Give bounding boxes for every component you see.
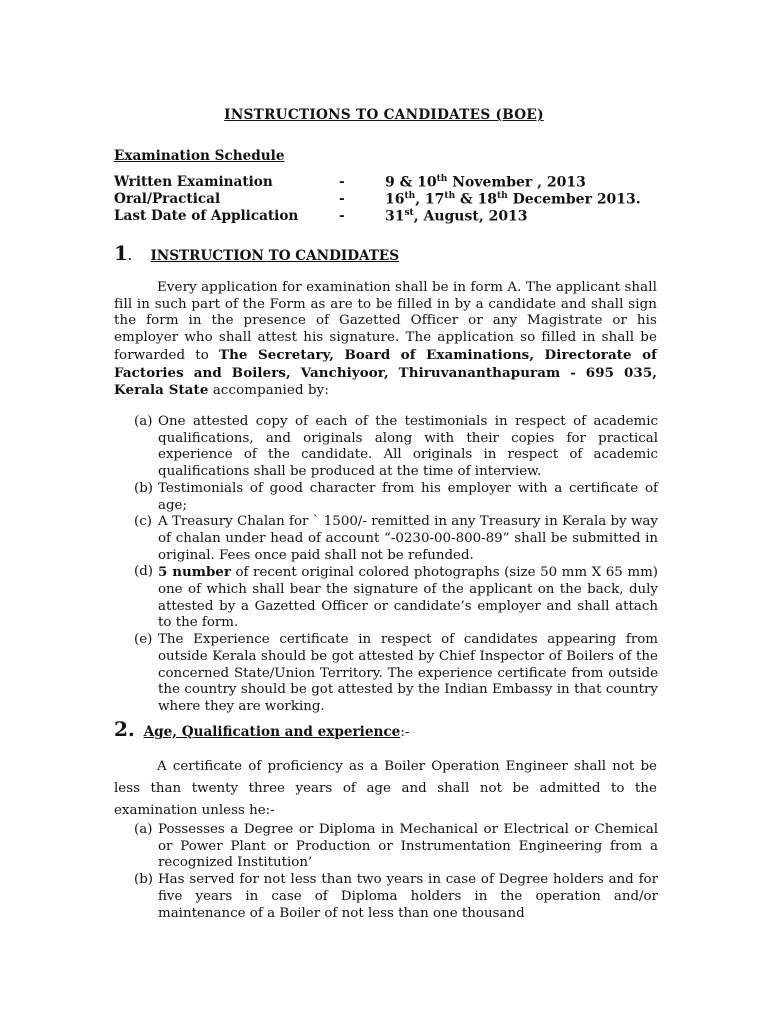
section-2-heading bbox=[114, 717, 409, 741]
schedule-dash: - bbox=[339, 174, 345, 190]
section-1-heading bbox=[114, 241, 399, 265]
section-2-list bbox=[134, 822, 658, 922]
schedule-value: 16th, 17th & 18th December 2013. bbox=[385, 191, 641, 208]
schedule-heading: Examination Schedule bbox=[114, 148, 285, 164]
schedule-label: Last Date of Application bbox=[114, 208, 299, 224]
schedule-label: Written Examination bbox=[114, 174, 273, 190]
schedule-value: 9 & 10th November , 2013 bbox=[385, 174, 586, 191]
section-1-list bbox=[134, 414, 658, 716]
list-item: (b) Has served for not less than two years in case of Degree holders and for five years in case of Diploma holders in the operation and/or maintenance of a Boiler of not less than one thousand bbox=[134, 872, 658, 921]
address-bold: The Secretary, Board of Examinations, Directorate of Factories and Boilers, Vanchiyoor, Thiruvananthapuram - 695 035, Kerala State bbox=[114, 346, 657, 399]
schedule-dash: - bbox=[339, 191, 345, 207]
list-item: (a) Possesses a Degree or Diploma in Mechanical or Electrical or Chemical or Power Plant or Production or Instrumentation Engineering from a recognized Institution’ bbox=[134, 822, 658, 871]
section-2-title-tail: :- bbox=[400, 725, 410, 740]
list-item: (e) The Experience certificate in respect of candidates appearing from outside Kerala should be got attested by Chief Inspector of Boilers of the concerned State/Union Territory. The experience certificate from outside the country should be got attested by the Indian Embassy in that country where they are working. bbox=[134, 632, 658, 714]
schedule-value: 31st, August, 2013 bbox=[385, 208, 528, 225]
section-1-title: INSTRUCTION TO CANDIDATES bbox=[150, 248, 400, 264]
document-title: INSTRUCTIONS TO CANDIDATES (BOE) bbox=[224, 107, 544, 123]
schedule-label: Oral/Practical bbox=[114, 191, 221, 207]
list-item: (d) 5 number of recent original colored photographs (size 50 mm X 65 mm) one of which shall bear the signature of the applicant on the back, duly attested by a Gazetted Officer or candidate’s employer and shall attach to the form. bbox=[134, 564, 658, 631]
section-2-paragraph: A certificate of proficiency as a Boiler Operation Engineer shall not be less than twenty three years of age and shall not be admitted to the examination unless he:- bbox=[114, 759, 657, 818]
section-1-number: 1 bbox=[114, 241, 128, 265]
section-2-number: 2. bbox=[114, 717, 135, 741]
section-1-paragraph: Every application for examination shall be in form A. The applicant shall fill in such part of the Form as are to be filled in by a candidate and shall sign the form in the presence of Gazetted Officer or any Magistrate or his employer who shall attest his signature. The application so filled in shall be forwarded to The Secretary, Board of Examinations, Directorate of Factories and Boilers, Vanchiyoor, Thiruvananthapuram - 695 035, Kerala State accompanied by: bbox=[114, 280, 657, 399]
list-item: (b) Testimonials of good character from his employer with a certificate of age; bbox=[134, 480, 658, 513]
list-item: (c) A Treasury Chalan for ` 1500/- remitted in any Treasury in Kerala by way of chalan under head of account “-0230-00-800-89” shall be submitted in original. Fees once paid shall not be refunded. bbox=[134, 514, 658, 563]
schedule-dash: - bbox=[339, 208, 345, 224]
list-item: (a) One attested copy of each of the testimonials in respect of academic qualifications, and originals along with their copies for practical experience of the candidate. All originals in respect of academic qualifications shall be produced at the time of interview. bbox=[134, 414, 658, 480]
section-2-title: Age, Qualification and experience bbox=[143, 724, 401, 740]
section-1-dot: . bbox=[127, 250, 132, 263]
